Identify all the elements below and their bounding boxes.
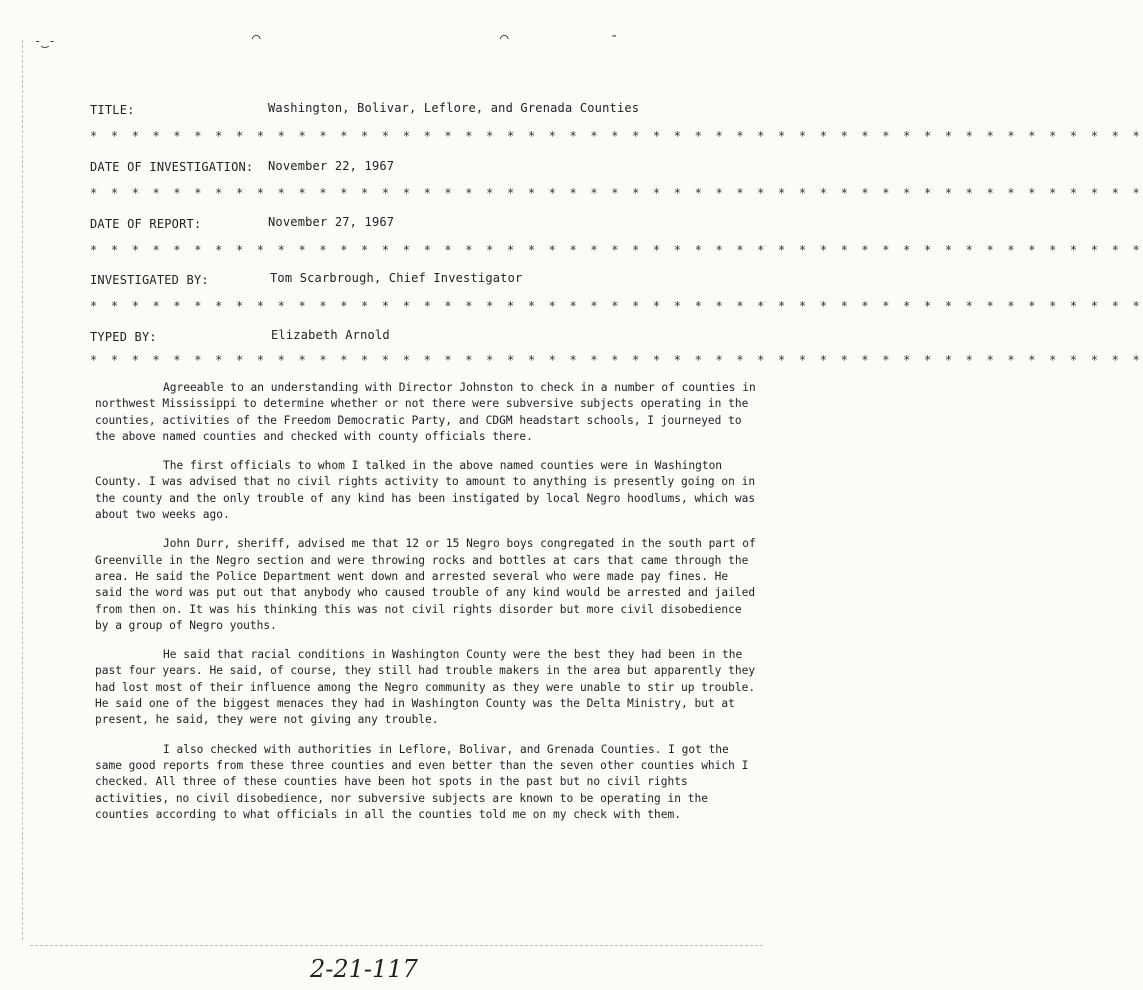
report-date-label: DATE OF REPORT: [90, 217, 202, 231]
separator-row: * * * * * * * * * * * * * * * * * * * * * * * * * * * * * * * * * * * * * * * * * * * * * * * * * * * [90, 299, 1143, 313]
investigated-by-value: Tom Scarbrough, Chief Investigator [270, 271, 523, 285]
report-body [95, 380, 760, 836]
scan-edge-bottom [30, 945, 763, 947]
separator-row: * * * * * * * * * * * * * * * * * * * * * * * * * * * * * * * * * * * * * * * * * * * * * * * * * * * [90, 243, 1143, 257]
typed-by-label: TYPED BY: [90, 330, 157, 344]
title-value: Washington, Bolivar, Leflore, and Grenada Counties [268, 101, 640, 115]
paragraph: I also checked with authorities in Leflore, Bolivar, and Grenada Counties. I got the same good reports from these three counties and even better than the seven other counties which I checked. All three of these counties have been hot spots in the past but no civil rights activities, no civil disobedience, nor subversive subjects are known to be operating in the counties according to what officials in all the counties told me on my check with them. [95, 742, 749, 821]
scan-mark: -‿- [34, 34, 56, 48]
title-label: TITLE: [90, 103, 135, 117]
paragraph: He said that racial conditions in Washington County were the best they had been in the past four years. He said, of course, they still had trouble makers in the area but apparently they had lost most of their influence among the Negro community as they were unable to stir up trouble. He said one of the biggest menaces they had in Washington County was the Delta Ministry, but at present, he said, they were not giving any trouble. [95, 648, 756, 727]
scan-mark: - [610, 28, 619, 44]
scan-mark: ⌒ [252, 30, 261, 46]
investigated-by-label: INVESTIGATED BY: [90, 273, 209, 287]
investigation-date-value: November 22, 1967 [268, 159, 395, 173]
investigation-date-label: DATE OF INVESTIGATION: [90, 160, 254, 174]
scan-edge-left [22, 40, 24, 940]
separator-row: * * * * * * * * * * * * * * * * * * * * * * * * * * * * * * * * * * * * * * * * * * * * * * * * * * * [90, 186, 1143, 200]
handwritten-page-number: 2-21-117 [310, 955, 418, 983]
paragraph: John Durr, sheriff, advised me that 12 or 15 Negro boys congregated in the south part of Greenville in the Negro section and were throwing rocks and bottles at cars that came through the area. He said the Police Department went down and arrested several who were made pay fines. He said the word was put out that anybody who caused trouble of any kind would be arrested and jailed from then on. It was his thinking this was not civil rights disorder but more civil disobedience by a group of Negro youths. [95, 537, 756, 632]
paragraph: Agreeable to an understanding with Director Johnston to check in a number of counties in northwest Mississippi to determine whether or not there were subversive subjects operating in the counties, activities of the Freedom Democratic Party, and CDGM headstart schools, I journeyed to the above named counties and checked with county officials there. [95, 381, 756, 443]
separator-row: * * * * * * * * * * * * * * * * * * * * * * * * * * * * * * * * * * * * * * * * * * * * * * * * * * * [90, 353, 1143, 367]
scan-mark: ⌒ [500, 30, 509, 46]
report-date-value: November 27, 1967 [268, 215, 395, 229]
separator-row: * * * * * * * * * * * * * * * * * * * * * * * * * * * * * * * * * * * * * * * * * * * * * * * * * * * [90, 129, 1143, 143]
typed-by-value: Elizabeth Arnold [271, 328, 390, 342]
paragraph: The first officials to whom I talked in the above named counties were in Washington County. I was advised that no civil rights activity to amount to anything is presently going on in the county and the only trouble of any kind has been instigated by local Negro hoodlums, which was about two weeks ago. [95, 459, 756, 522]
